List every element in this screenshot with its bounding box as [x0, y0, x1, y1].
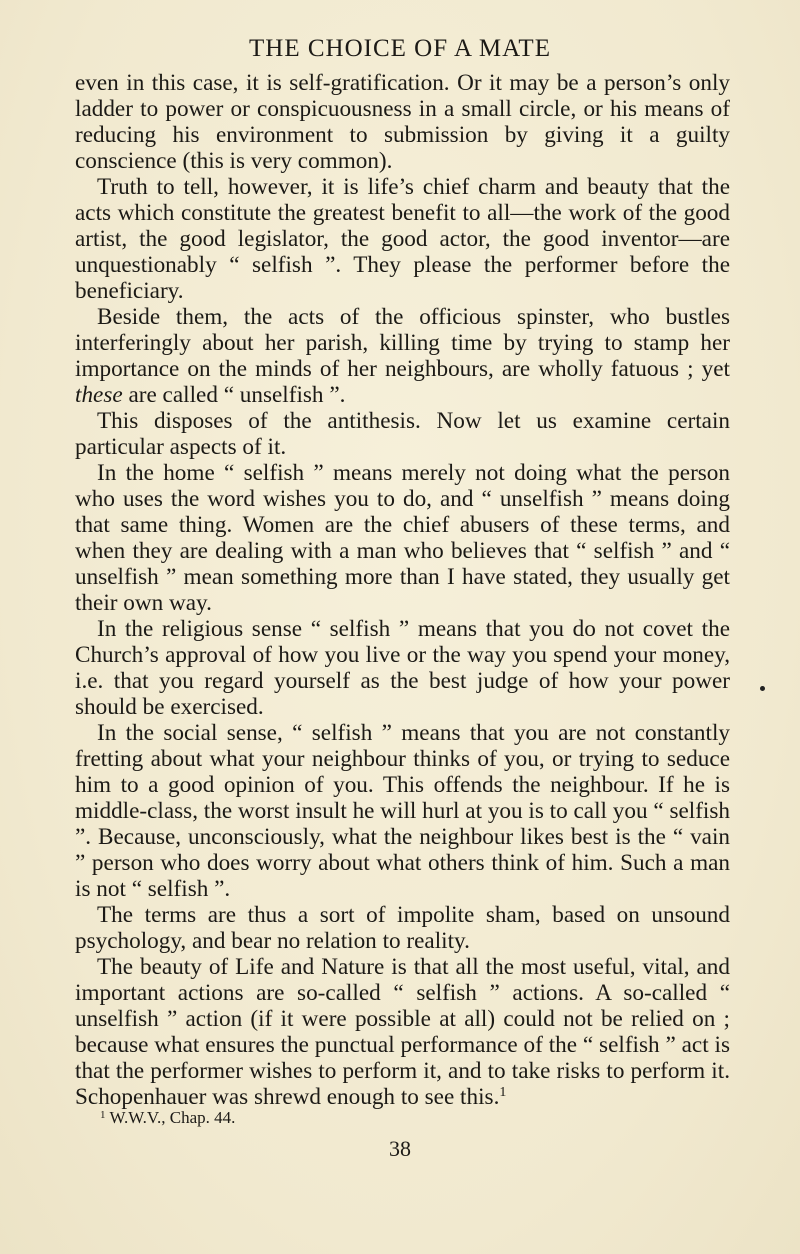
paragraph: In the social sense, “ selfish ” means that you are not constantly fretting about what your neighbour thinks of you, or trying to seduce him to a good opinion of you. This offends the neighbour. If he is middle-class, the worst insult he will hurl at you is to call you “ selfish ”. Because, unconsciously, what the neighbour likes best is the “ vain ” person who does worry about what others think of him. Such a man is not “ selfish ”.: [75, 720, 730, 902]
body-text: [75, 70, 730, 1110]
footnote-text: W.W.V., Chap. 44.: [109, 1108, 236, 1127]
emphasis: these: [75, 382, 123, 408]
page-number: 38: [389, 1136, 411, 1161]
paragraph: The beauty of Life and Nature is that all the most useful, vital, and important actions are so-called “ selfish ” actions. A so-called “ unselfish ” action (if it were possible at all) could not be relied on ; because what ensures the punctual performance of the “ selfish ” act is that the performer wishes to perform it, and to take risks to perform it. Schopenhauer was shrewd enough to see this.$^1$: [75, 954, 730, 1110]
paragraph: In the religious sense “ selfish ” means that you do not covet the Church’s approval of how you live or the way you spend your money, i.e. that you regard yourself as the best judge of how your power should be exercised.: [75, 616, 730, 720]
footnote-reference: 1: [499, 1085, 507, 1100]
paragraph: Truth to tell, however, it is life’s chief charm and beauty that the acts which constitute the greatest benefit to all—the work of the good artist, the good legislator, the good actor, the good inventor—are unquestionably “ selfish ”. They please the performer before the beneficiary.: [75, 174, 730, 304]
paragraph: even in this case, it is self-gratification. Or it may be a person’s only ladder to power or conspicuousness in a small circle, or his means of reducing his environment to submission by giving it a guilty conscience (this is very common).: [75, 70, 730, 174]
paragraph: Beside them, the acts of the officious spinster, who bustles interferingly about her parish, killing time by trying to stamp her importance on the minds of her neighbours, are wholly fatuous ; yet these are called “ unselfish ”.: [75, 304, 730, 408]
footnote-marker: 1: [100, 1109, 106, 1121]
paragraph: The terms are thus a sort of impolite sham, based on unsound psychology, and bear no relation to reality.: [75, 902, 730, 954]
ink-speck: [760, 686, 765, 691]
footnote: [100, 1108, 235, 1128]
running-head: THE CHOICE OF A MATE: [249, 35, 551, 62]
paragraph: This disposes of the antithesis. Now let us examine certain particular aspects of it.: [75, 408, 730, 460]
paragraph: In the home “ selfish ” means merely not doing what the person who uses the word wishes you to do, and “ unselfish ” means doing that same thing. Women are the chief abusers of these terms, and when they are dealing with a man who believes that “ selfish ” and “ unselfish ” mean something more than I have stated, they usually get their own way.: [75, 460, 730, 616]
